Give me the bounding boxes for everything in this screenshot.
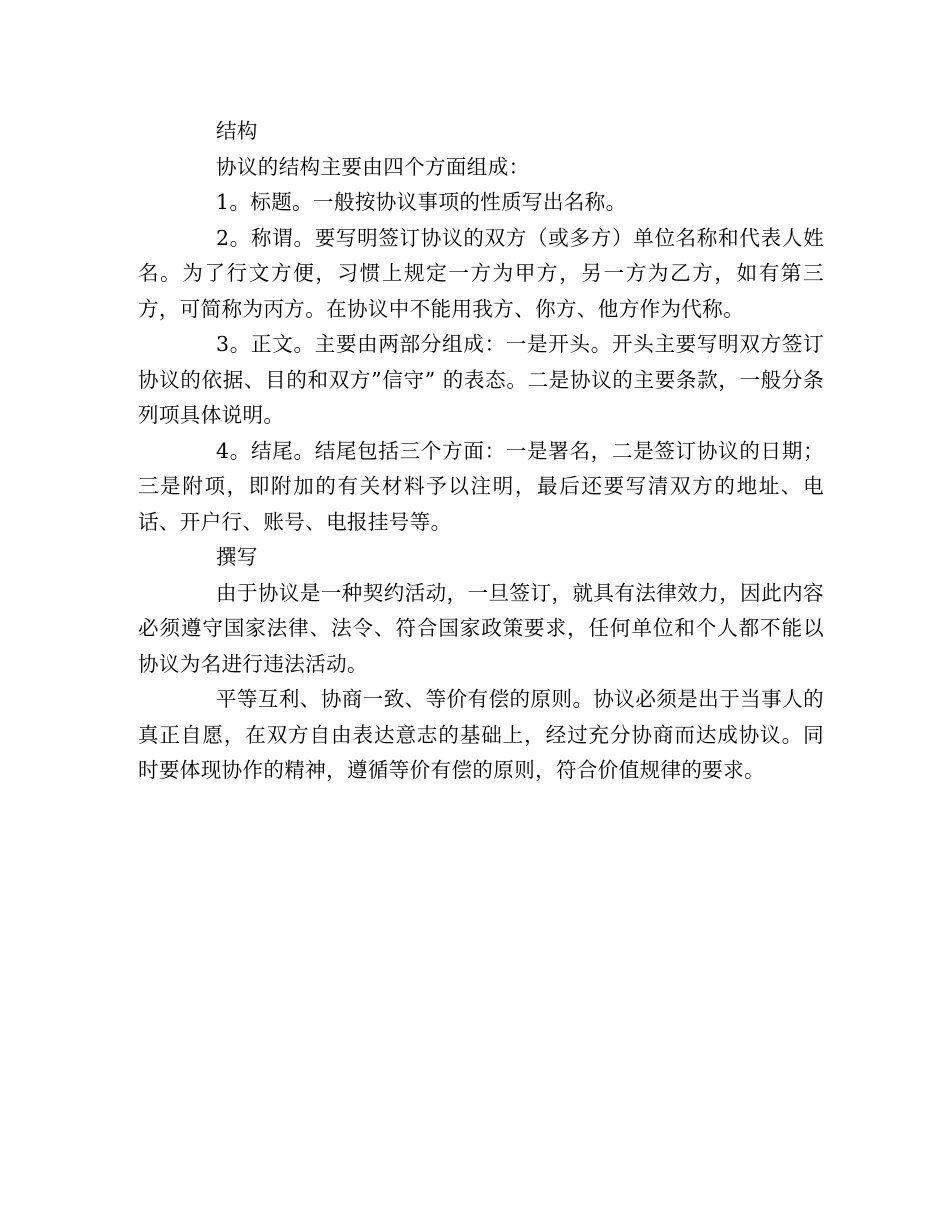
paragraph-item-title: 1。标题。一般按协议事项的性质写出名称。 — [216, 190, 627, 214]
paragraph-item-body: 3。正文。主要由两部分组成：一是开头。开头主要写明双方签订协议的依据、目的和双方”信守” 的表态。二是协议的主要条款，一般分条列项具体说明。 — [138, 332, 824, 427]
paragraph-item-ending: 4。结尾。结尾包括三个方面：一是署名，二是签订协议的日期；三是附项，即附加的有关材料予以注明，最后还要写清双方的地址、电话、开户行、账号、电报挂号等。 — [138, 438, 824, 534]
paragraph-item-salutation: 2。称谓。要写明签订协议的双方（或多方）单位名称和代表人姓名。为了行文方便，习惯上规定一方为甲方，另一方为乙方，如有第三方，可简称为丙方。在协议中不能用我方、你方、他方作为代称。 — [138, 225, 824, 321]
paragraph-structure-intro: 协议的结构主要由四个方面组成： — [216, 154, 530, 179]
section-heading-writing: 撰写 — [216, 545, 258, 569]
document-body — [138, 114, 824, 789]
section-heading-structure: 结构 — [216, 119, 258, 143]
paragraph-principles: 平等互利、协商一致、等价有偿的原则。协议必须是出于当事人的真正自愿，在双方自由表达意志的基础上，经过充分协商而达成协议。同时要体现协作的精神，遵循等价有偿的原则，符合价值规律的要求。 — [138, 687, 824, 782]
paragraph-legal-effect: 由于协议是一种契约活动，一旦签订，就具有法律效力，因此内容必须遵守国家法律、法令、符合国家政策要求，任何单位和个人都不能以协议为名进行违法活动。 — [138, 580, 824, 676]
